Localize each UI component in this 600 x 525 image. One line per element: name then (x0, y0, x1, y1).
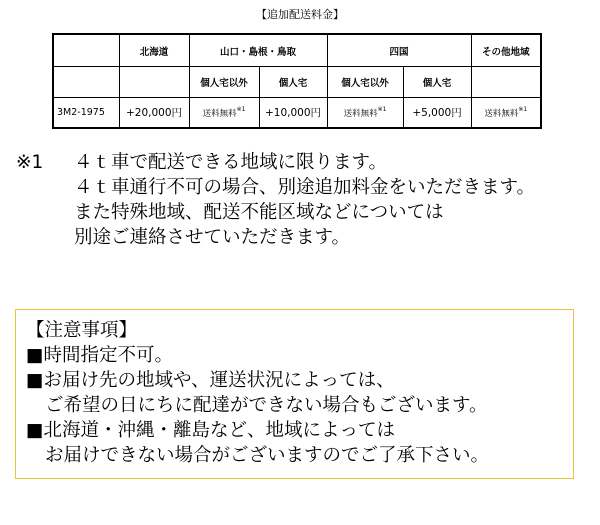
free-shipping-label: 送料無料 (343, 108, 378, 119)
fee-hokkaido: +20,000円 (119, 98, 189, 129)
fee-yamaguchi-non-residential (189, 98, 259, 129)
shipping-fee-table (52, 33, 542, 129)
caution-item (26, 343, 573, 368)
table-row (53, 98, 541, 129)
square-bullet-icon: ■ (26, 345, 44, 366)
caution-item-text: お届け先の地域や、運送状況によっては、 (43, 370, 395, 391)
footnote-marker: ※1 (236, 105, 246, 113)
table-caption: 【追加配送料金】 (256, 8, 344, 21)
square-bullet-icon: ■ (26, 370, 44, 391)
fee-shikoku-non-residential (327, 98, 403, 129)
footnote-marker: ※1 (518, 105, 528, 113)
fee-other-regions (471, 98, 541, 129)
subheader-yamaguchi-non-residential: 個人宅以外 (189, 67, 259, 98)
subheader-yamaguchi-residential: 個人宅 (259, 67, 327, 98)
free-shipping-label: 送料無料 (484, 108, 519, 119)
subheader-shikoku-residential: 個人宅 (403, 67, 471, 98)
free-shipping-label: 送料無料 (202, 108, 237, 119)
footnote-text (74, 150, 594, 250)
square-bullet-icon: ■ (26, 420, 44, 441)
header-hokkaido: 北海道 (119, 34, 189, 67)
footnote-line: また特殊地域、配送不能区域などについては (74, 202, 444, 223)
table-header-row (53, 34, 541, 67)
header-other-regions: その他地域 (471, 34, 541, 67)
caution-item-text: 時間指定不可。 (43, 345, 173, 366)
footnote-mark: ※1 (16, 152, 44, 173)
footnote-line: ４ｔ車で配送できる地域に限ります。 (74, 152, 388, 173)
caution-item-continuation: お届けできない場合がございますのでご了承下さい。 (45, 445, 490, 466)
caution-item-text: 北海道・沖縄・離島など、地域によっては (43, 420, 395, 441)
model-number-cell: 3M2-1975 (53, 98, 119, 129)
caution-item (26, 418, 573, 443)
footnote-line: 別途ご連絡させていただきます。 (74, 227, 351, 248)
caution-title: 【注意事項】 (26, 320, 138, 341)
caution-item (26, 368, 573, 393)
footnote-line: ４ｔ車通行不可の場合、別途追加料金をいただきます。 (74, 177, 536, 198)
subheader-empty (471, 67, 541, 98)
caution-box (15, 309, 574, 479)
subheader-shikoku-non-residential: 個人宅以外 (327, 67, 403, 98)
caution-item-continuation: ご希望の日にちに配達ができない場合もございます。 (45, 395, 488, 416)
fee-shikoku-residential: +5,000円 (403, 98, 471, 129)
footnote-marker: ※1 (377, 105, 387, 113)
fee-yamaguchi-residential: +10,000円 (259, 98, 327, 129)
table-subheader-row (53, 67, 541, 98)
corner-cell (53, 34, 119, 67)
header-shikoku: 四国 (327, 34, 471, 67)
header-yamaguchi-shimane-tottori: 山口・島根・鳥取 (189, 34, 327, 67)
subheader-empty (53, 67, 119, 98)
subheader-empty (119, 67, 189, 98)
